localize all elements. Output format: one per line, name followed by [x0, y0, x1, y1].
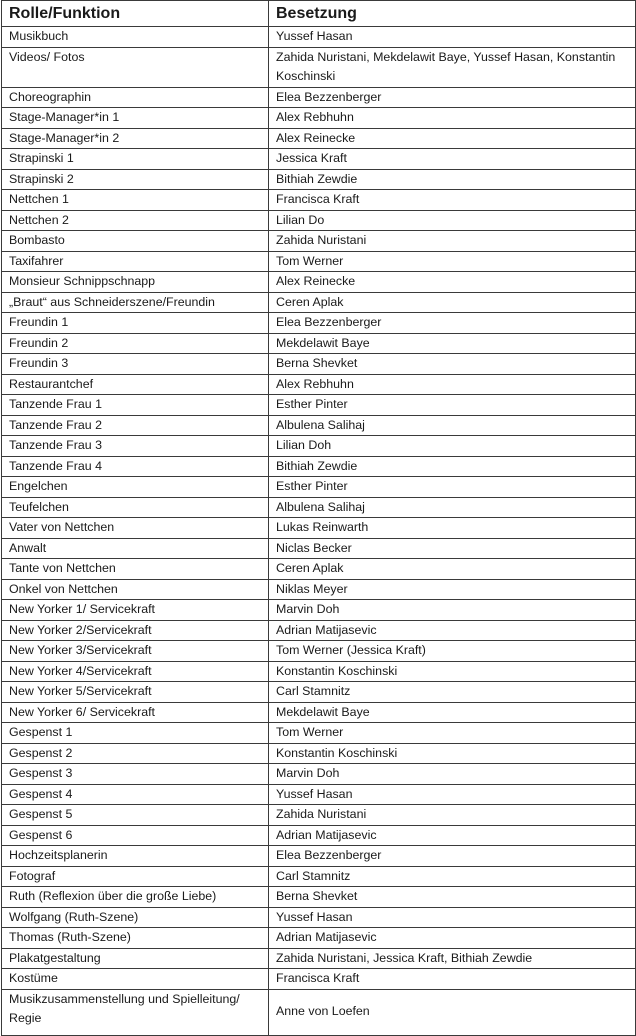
role-cell: „Braut“ aus Schneiderszene/Freundin: [2, 292, 269, 313]
cast-cell: Alex Rebhuhn: [269, 108, 636, 129]
role-cell: Hochzeitsplanerin: [2, 846, 269, 867]
cast-cell: Carl Stamnitz: [269, 682, 636, 703]
table-row: [2, 764, 636, 785]
cast-cell: Francisca Kraft: [269, 969, 636, 990]
role-cell: Gespenst 4: [2, 784, 269, 805]
cast-cell: Yussef Hasan: [269, 784, 636, 805]
cast-cell: Carl Stamnitz: [269, 866, 636, 887]
table-row: [2, 989, 636, 1035]
cast-table: [1, 0, 636, 1036]
role-cell: Freundin 1: [2, 313, 269, 334]
table-row: [2, 108, 636, 129]
table-row: [2, 702, 636, 723]
table-row: [2, 27, 636, 48]
table-row: [2, 272, 636, 293]
table-row: [2, 415, 636, 436]
cast-cell: Tom Werner (Jessica Kraft): [269, 641, 636, 662]
cast-cell: Jessica Kraft: [269, 149, 636, 170]
role-cell: Fotograf: [2, 866, 269, 887]
cast-cell: Lukas Reinwarth: [269, 518, 636, 539]
table-row: [2, 866, 636, 887]
cast-cell: Lilian Do: [269, 210, 636, 231]
role-cell: Videos/ Fotos: [2, 47, 269, 87]
role-cell: Gespenst 2: [2, 743, 269, 764]
table-row: [2, 374, 636, 395]
table-row: [2, 538, 636, 559]
role-cell: Gespenst 3: [2, 764, 269, 785]
table-row: [2, 723, 636, 744]
cast-cell: Albulena Salihaj: [269, 415, 636, 436]
cast-cell: Konstantin Koschinski: [269, 661, 636, 682]
role-cell: Plakatgestaltung: [2, 948, 269, 969]
role-cell: Ruth (Reflexion über die große Liebe): [2, 887, 269, 908]
cast-cell: Yussef Hasan: [269, 27, 636, 48]
table-row: [2, 456, 636, 477]
cast-cell: Ceren Aplak: [269, 292, 636, 313]
cast-cell: Adrian Matijasevic: [269, 620, 636, 641]
cast-cell: Zahida Nuristani, Mekdelawit Baye, Yussef Hasan, Konstantin Koschinski: [269, 47, 636, 87]
role-cell: Tanzende Frau 1: [2, 395, 269, 416]
table-row: [2, 641, 636, 662]
role-cell: Strapinski 1: [2, 149, 269, 170]
role-cell: Musikbuch: [2, 27, 269, 48]
cast-cell: Alex Reinecke: [269, 272, 636, 293]
cast-cell: Zahida Nuristani, Jessica Kraft, Bithiah Zewdie: [269, 948, 636, 969]
role-cell: Musikzusammenstellung und Spielleitung/ Regie: [2, 989, 269, 1035]
table-row: [2, 805, 636, 826]
table-row: [2, 169, 636, 190]
table-row: [2, 87, 636, 108]
table-row: [2, 477, 636, 498]
cast-cell: Alex Rebhuhn: [269, 374, 636, 395]
role-cell: Gespenst 5: [2, 805, 269, 826]
role-cell: Gespenst 1: [2, 723, 269, 744]
cast-cell: Ceren Aplak: [269, 559, 636, 580]
cast-cell: Berna Shevket: [269, 887, 636, 908]
table-row: [2, 333, 636, 354]
role-cell: New Yorker 3/Servicekraft: [2, 641, 269, 662]
table-row: [2, 149, 636, 170]
table-row: [2, 661, 636, 682]
cast-cell: Albulena Salihaj: [269, 497, 636, 518]
role-cell: Anwalt: [2, 538, 269, 559]
table-row: [2, 210, 636, 231]
table-row: [2, 579, 636, 600]
role-cell: Engelchen: [2, 477, 269, 498]
role-cell: Taxifahrer: [2, 251, 269, 272]
role-cell: Strapinski 2: [2, 169, 269, 190]
cast-cell: Mekdelawit Baye: [269, 333, 636, 354]
role-cell: Restaurantchef: [2, 374, 269, 395]
cast-cell: Anne von Loefen: [269, 989, 636, 1035]
table-row: [2, 190, 636, 211]
cast-list-document: [1, 0, 635, 1036]
role-cell: Freundin 3: [2, 354, 269, 375]
cast-cell: Zahida Nuristani: [269, 231, 636, 252]
table-row: [2, 518, 636, 539]
role-cell: Freundin 2: [2, 333, 269, 354]
role-cell: New Yorker 1/ Servicekraft: [2, 600, 269, 621]
role-cell: Thomas (Ruth-Szene): [2, 928, 269, 949]
cast-cell: Elea Bezzenberger: [269, 87, 636, 108]
cast-cell: Bithiah Zewdie: [269, 169, 636, 190]
role-cell: Wolfgang (Ruth-Szene): [2, 907, 269, 928]
cast-cell: Niklas Meyer: [269, 579, 636, 600]
cast-cell: Lilian Doh: [269, 436, 636, 457]
role-cell: Stage-Manager*in 2: [2, 128, 269, 149]
table-row: [2, 354, 636, 375]
role-cell: Teufelchen: [2, 497, 269, 518]
cast-cell: Niclas Becker: [269, 538, 636, 559]
table-row: [2, 928, 636, 949]
role-cell: Gespenst 6: [2, 825, 269, 846]
table-row: [2, 948, 636, 969]
role-cell: New Yorker 5/Servicekraft: [2, 682, 269, 703]
role-cell: Vater von Nettchen: [2, 518, 269, 539]
cast-cell: Francisca Kraft: [269, 190, 636, 211]
role-cell: Tanzende Frau 4: [2, 456, 269, 477]
table-row: [2, 559, 636, 580]
role-cell: Choreographin: [2, 87, 269, 108]
role-cell: Stage-Manager*in 1: [2, 108, 269, 129]
table-row: [2, 313, 636, 334]
table-row: [2, 292, 636, 313]
table-row: [2, 743, 636, 764]
role-cell: Tanzende Frau 2: [2, 415, 269, 436]
table-row: [2, 497, 636, 518]
table-row: [2, 128, 636, 149]
cast-cell: Bithiah Zewdie: [269, 456, 636, 477]
table-row: [2, 825, 636, 846]
table-row: [2, 600, 636, 621]
cast-cell: Marvin Doh: [269, 764, 636, 785]
role-cell: Kostüme: [2, 969, 269, 990]
table-row: [2, 436, 636, 457]
role-cell: New Yorker 4/Servicekraft: [2, 661, 269, 682]
column-header-role: Rolle/Funktion: [2, 1, 269, 27]
table-row: [2, 907, 636, 928]
cast-cell: Elea Bezzenberger: [269, 846, 636, 867]
cast-cell: Yussef Hasan: [269, 907, 636, 928]
table-body: [2, 27, 636, 1036]
table-row: [2, 395, 636, 416]
cast-cell: Mekdelawit Baye: [269, 702, 636, 723]
cast-cell: Alex Reinecke: [269, 128, 636, 149]
table-row: [2, 47, 636, 87]
cast-cell: Zahida Nuristani: [269, 805, 636, 826]
table-row: [2, 231, 636, 252]
table-row: [2, 969, 636, 990]
table-row: [2, 620, 636, 641]
cast-cell: Berna Shevket: [269, 354, 636, 375]
role-cell: Tante von Nettchen: [2, 559, 269, 580]
cast-cell: Esther Pinter: [269, 477, 636, 498]
cast-cell: Tom Werner: [269, 251, 636, 272]
cast-cell: Elea Bezzenberger: [269, 313, 636, 334]
column-header-cast: Besetzung: [269, 1, 636, 27]
role-cell: Bombasto: [2, 231, 269, 252]
cast-cell: Adrian Matijasevic: [269, 825, 636, 846]
role-cell: Monsieur Schnippschnapp: [2, 272, 269, 293]
table-row: [2, 784, 636, 805]
role-cell: New Yorker 2/Servicekraft: [2, 620, 269, 641]
cast-cell: Konstantin Koschinski: [269, 743, 636, 764]
table-row: [2, 846, 636, 867]
role-cell: New Yorker 6/ Servicekraft: [2, 702, 269, 723]
cast-cell: Marvin Doh: [269, 600, 636, 621]
table-row: [2, 887, 636, 908]
cast-cell: Adrian Matijasevic: [269, 928, 636, 949]
header-row: [2, 1, 636, 27]
role-cell: Nettchen 1: [2, 190, 269, 211]
table-row: [2, 251, 636, 272]
cast-cell: Tom Werner: [269, 723, 636, 744]
role-cell: Tanzende Frau 3: [2, 436, 269, 457]
table-row: [2, 682, 636, 703]
role-cell: Onkel von Nettchen: [2, 579, 269, 600]
cast-cell: Esther Pinter: [269, 395, 636, 416]
role-cell: Nettchen 2: [2, 210, 269, 231]
